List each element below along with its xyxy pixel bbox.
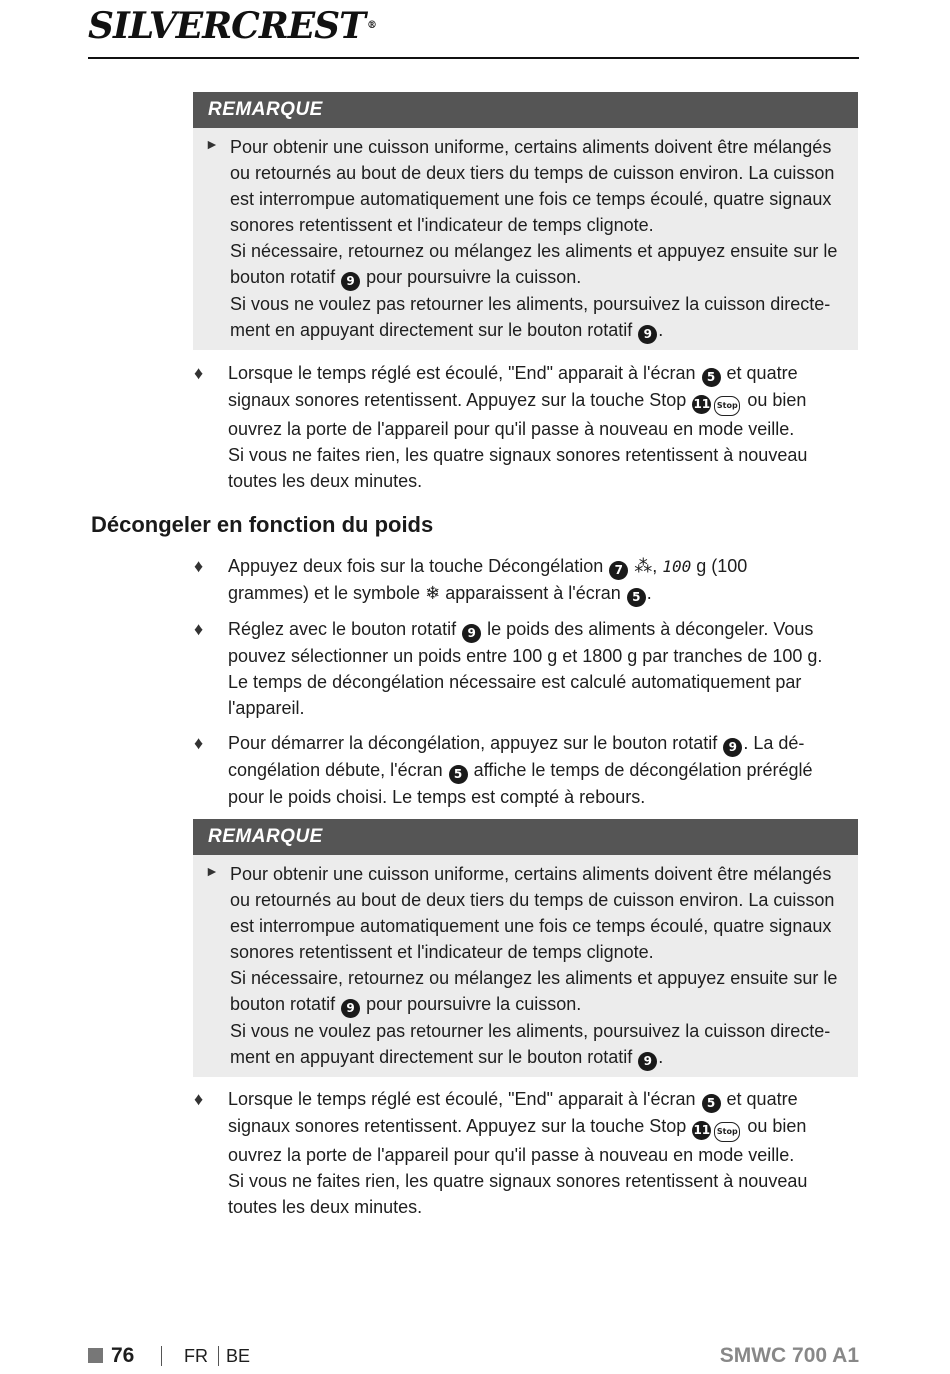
divider	[218, 1346, 219, 1366]
ref-11-icon: 11	[692, 395, 711, 414]
ref-7-icon: 7	[609, 561, 628, 580]
divider	[161, 1346, 162, 1366]
page-footer	[88, 1341, 859, 1371]
ref-5-icon: 5	[449, 765, 468, 784]
ref-9-icon: 9	[462, 624, 481, 643]
diamond-bullet-icon: ♦	[194, 363, 204, 383]
arrow-icon: ►	[205, 863, 219, 879]
stop-key-icon: Stop	[714, 396, 740, 416]
stop-key-icon: Stop	[714, 1122, 740, 1142]
note-title: REMARQUE	[193, 819, 858, 855]
note-line: est interrompue automatiquement une fois ce temps écoulé, quatre signaux	[230, 189, 832, 209]
page-number: 76	[111, 1344, 135, 1367]
note-line: Si nécessaire, retournez ou mélangez les aliments et appuyez ensuite sur le	[230, 241, 838, 261]
note-box	[193, 819, 858, 1077]
ref-5-icon: 5	[702, 1094, 721, 1113]
note-line: bouton rotatif 9 pour poursuivre la cuisson.	[230, 264, 850, 291]
note-line: est interrompue automatiquement une fois ce temps écoulé, quatre signaux	[230, 916, 832, 936]
diamond-bullet-icon: ♦	[194, 556, 204, 576]
list-item: ♦ Pour démarrer la décongélation, appuyez sur le bouton rotatif 9 . La dé- congélation débute, l'écran 5 affiche le temps de décongélation préréglé pour le poids choisi. Le temps est compté à rebours.	[228, 730, 813, 810]
header-rule	[88, 57, 859, 59]
note-line: sonores retentissent et l'indicateur de temps clignote.	[230, 942, 654, 962]
diamond-bullet-icon: ♦	[194, 1089, 204, 1109]
ref-9-icon: 9	[341, 999, 360, 1018]
ref-5-icon: 5	[702, 368, 721, 387]
section-heading: Décongeler en fonction du poids	[91, 512, 434, 537]
list-item: ♦ Lorsque le temps réglé est écoulé, "End" apparait à l'écran 5 et quatre signaux sonores retentissent. Appuyez sur la touche Stop 11 Stop ou bien ouvrez la porte de l'appareil pour qu'il passe à nouveau en mode veille. Si vous ne faites rien, les quatre signaux sonores retentissent à nouveau toutes les deux minutes.	[228, 360, 807, 494]
ref-9-icon: 9	[341, 272, 360, 291]
footer-square-icon	[88, 1348, 103, 1363]
list-item: ♦ Lorsque le temps réglé est écoulé, "End" apparait à l'écran 5 et quatre signaux sonores retentissent. Appuyez sur la touche Stop 11 Stop ou bien ouvrez la porte de l'appareil pour qu'il passe à nouveau en mode veille. Si vous ne faites rien, les quatre signaux sonores retentissent à nouveau toutes les deux minutes.	[228, 1086, 807, 1220]
ref-9-icon: 9	[723, 738, 742, 757]
language-be: BE	[226, 1346, 251, 1366]
brand-logo	[88, 4, 376, 48]
note-line: ou retournés au bout de deux tiers du temps de cuisson environ. La cuisson	[230, 890, 835, 910]
registered-mark: ®	[366, 20, 376, 31]
defrost-icon: ⁂	[634, 556, 653, 577]
arrow-icon: ►	[205, 136, 219, 152]
brand-name: SILVERCREST	[88, 5, 365, 47]
language-fr: FR	[184, 1346, 208, 1366]
note-line: ou retournés au bout de deux tiers du temps de cuisson environ. La cuisson	[230, 163, 835, 183]
diamond-bullet-icon: ♦	[194, 733, 204, 753]
ref-11-icon: 11	[692, 1121, 711, 1140]
ref-9-icon: 9	[638, 325, 657, 344]
ref-5-icon: 5	[627, 588, 646, 607]
note-body	[193, 855, 858, 1077]
note-title: REMARQUE	[193, 92, 858, 128]
note-line: Pour obtenir une cuisson uniforme, certains aliments doivent être mélangés	[230, 864, 832, 884]
note-line: Si nécessaire, retournez ou mélangez les aliments et appuyez ensuite sur le	[230, 968, 838, 988]
note-line: ment en appuyant directement sur le bouton rotatif 9 .	[230, 1044, 850, 1071]
diamond-bullet-icon: ♦	[194, 619, 204, 639]
note-line: bouton rotatif 9 pour poursuivre la cuisson.	[230, 991, 850, 1018]
note-box	[193, 92, 858, 350]
ref-9-icon: 9	[638, 1052, 657, 1071]
list-item: ♦ Appuyez deux fois sur la touche Décongélation 7 ⁂, 100 g (100 grammes) et le symbole ❄ apparaissent à l'écran 5 .	[228, 553, 747, 607]
note-line: Si vous ne voulez pas retourner les aliments, poursuivez la cuisson directe-	[230, 1021, 831, 1041]
display-value: 100	[662, 557, 692, 576]
note-line: sonores retentissent et l'indicateur de temps clignote.	[230, 215, 654, 235]
note-body	[193, 128, 858, 350]
note-line: ment en appuyant directement sur le bouton rotatif 9 .	[230, 317, 850, 344]
snowflake-icon: ❄	[425, 583, 441, 604]
note-line: Si vous ne voulez pas retourner les aliments, poursuivez la cuisson directe-	[230, 294, 831, 314]
list-item: ♦ Réglez avec le bouton rotatif 9 le poids des aliments à décongeler. Vous pouvez sélectionner un poids entre 100 g et 1800 g par tranches de 100 g. Le temps de décongélation nécessaire est calculé automatiquement par l'appareil.	[228, 616, 822, 721]
note-line: Pour obtenir une cuisson uniforme, certains aliments doivent être mélangés	[230, 137, 832, 157]
model-number: SMWC 700 A1	[719, 1344, 859, 1367]
